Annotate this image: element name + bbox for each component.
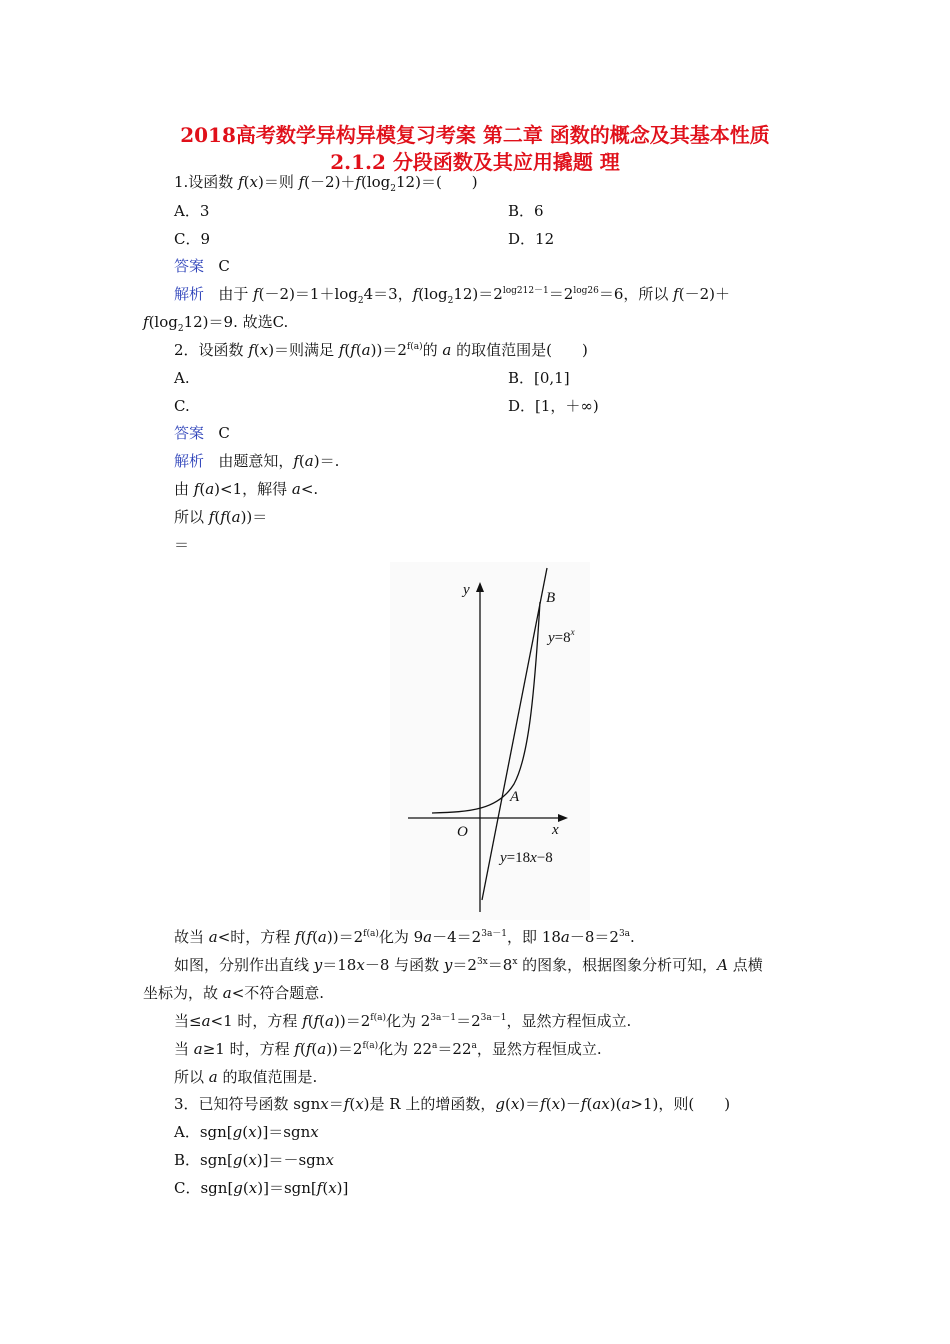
point-b-label: B (546, 590, 556, 606)
q2-analysis-line2: 由 f(a)<1，解得 a<. (174, 480, 319, 498)
analysis-label: 解析 (174, 285, 205, 303)
doc-title-line1: 2018高考数学异构异模复习考案 第二章 函数的概念及其基本性质 (180, 123, 770, 147)
q2-analysis-line4: ＝ (174, 536, 190, 554)
analysis-label: 解析 (174, 452, 205, 470)
y-axis-label: y (463, 582, 470, 598)
q2-answer: 答案 C (174, 424, 230, 442)
q2-analysis-line6: 如图，分别作出直线 y＝18x－8 与函数 $y=2^{3x}=8^x$ 的图象，根据图象分析可知，A 点横 (174, 956, 763, 974)
q2-analysis-line10: 所以 a 的取值范围是. (174, 1068, 318, 1086)
q1-option-d: D．12 (508, 230, 555, 248)
x-axis-label: x (552, 822, 559, 838)
graph-svg (390, 562, 590, 920)
x-axis-arrow (558, 814, 568, 822)
q2-analysis-line5: 故当 a<时，方程 $f(f(a))=2^{f(a)}$化为 $9a-4=2^{3a-1}$，即 $18a-8=2^{3a}$. (174, 928, 635, 946)
origin-label: O (457, 824, 468, 840)
q2-option-a: A. (174, 369, 190, 387)
q1-option-b: B．6 (508, 202, 544, 220)
q1-answer: 答案 C (174, 257, 230, 275)
answer-label: 答案 (174, 424, 205, 442)
line-label: y=18x−8 (500, 850, 553, 866)
q3-stem: 3．已知符号函数 sgnx＝f(x)是 R 上的增函数，g(x)＝f(x)－f(ax)(a>1)，则( ) (174, 1095, 731, 1113)
q2-analysis-line7: 坐标为，故 a<不符合题意. (143, 984, 325, 1002)
q2-analysis-line9: 当 a≥1 时，方程 $f(f(a))=2^{f(a)}$化为 $22^a=22^a$，显然方程恒成立. (174, 1040, 602, 1058)
q2-stem: 2．设函数 f(x)＝则满足 $f(f(a))=2^{f(a)}$的 a 的取值范围是( ) (174, 341, 588, 359)
q2-option-c: C. (174, 397, 190, 415)
function-graph-figure (390, 562, 590, 920)
q2-analysis-line8: 当≤a<1 时，方程 $f(f(a))=2^{f(a)}$化为 $2^{3a-1}=2^{3a-1}$，显然方程恒成立. (174, 1012, 632, 1030)
q1-stem: 1.设函数 f(x)＝则 $f(-2)+f(\log_212)=$( ) (174, 173, 478, 194)
exponential-curve (432, 602, 540, 813)
q2-option-d: D．[1，＋∞) (508, 397, 599, 415)
q1-analysis-line1: 解析 由于 $f(-2)=1+\log_24=3$，$f(\log_212)=2^{log212-1}=2^{log26}=6$，所以 f(－2)＋ (174, 285, 730, 306)
q2-analysis-line3: 所以 f(f(a))＝ (174, 508, 268, 526)
doc-title-line2: 2.1.2 分段函数及其应用撬题 理 (330, 150, 620, 174)
q1-option-a: A．3 (174, 202, 210, 220)
q3-option-a: A．sgn[g(x)]＝sgnx (174, 1123, 319, 1141)
q1-option-c: C．9 (174, 230, 211, 248)
q1-analysis-line2: $f(\log_212)=9$. 故选C. (143, 313, 289, 334)
q2-analysis-line1: 解析 由题意知，f(a)＝. (174, 452, 340, 470)
y-axis-arrow (476, 582, 484, 592)
q2-option-b: B．[0,1] (508, 369, 570, 387)
curve-label: $y=8^x$ (548, 627, 575, 646)
q3-option-c: C．sgn[g(x)]＝sgn[f(x)] (174, 1179, 349, 1197)
q3-option-b: B．sgn[g(x)]＝－sgnx (174, 1151, 334, 1169)
answer-label: 答案 (174, 257, 205, 275)
point-a-label: A (510, 789, 520, 805)
